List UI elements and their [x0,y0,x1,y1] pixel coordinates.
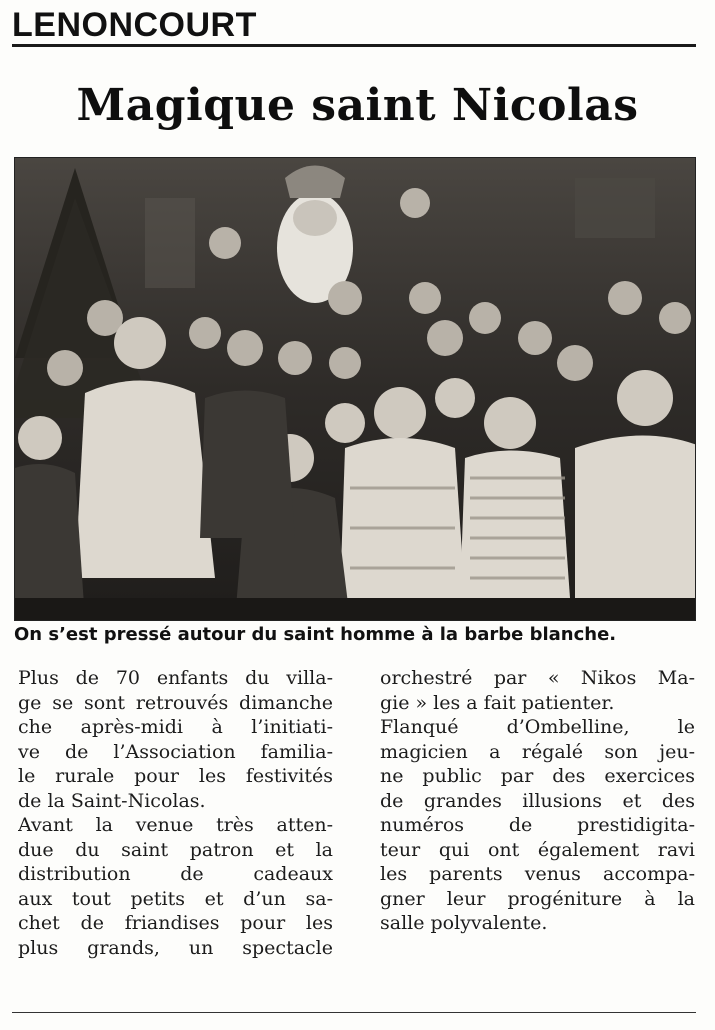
text-line: de grandes illusions et des [380,789,695,812]
text-line: ve de l’Association familia- [18,740,333,763]
article-column-right [380,666,695,936]
section-rule [12,44,696,47]
text-line: salle polyvalente. [380,912,548,934]
text-line: due du saint patron et la [18,838,333,861]
text-line: Flanqué d’Ombelline, le [380,716,695,738]
text-line: Avant la venue très atten- [18,814,333,836]
text-line: ge se sont retrouvés dimanche [18,691,333,714]
text-line: gner leur progéniture à la [380,887,695,910]
article-column-left [18,666,333,960]
text-line: teur qui ont également ravi [380,838,695,861]
photo-caption: On s’est pressé autour du saint homme à la barbe blanche. [14,624,617,645]
text-line: distribution de cadeaux [18,863,333,885]
text-line: de la Saint-Nicolas. [18,789,206,812]
article-headline: Magique saint Nicolas [76,80,639,131]
text-line: les parents venus accompa- [380,863,695,885]
text-line: aux tout petits et d’un sa- [18,887,333,910]
text-line: plus grands, un spectacle [18,936,333,959]
text-line: orchestré par « Nikos Ma- [380,667,695,689]
text-line: gie » les a fait patienter. [380,691,615,714]
article-photo [14,157,696,621]
text-line: numéros de prestidigita- [380,814,695,836]
text-line: chet de friandises pour les [18,912,333,934]
text-line: Plus de 70 enfants du villa- [18,667,333,689]
text-line: che après-midi à l’initiati- [18,716,333,738]
text-line: ne public par des exercices [380,765,695,787]
text-line: magicien a régalé son jeu- [380,740,695,763]
section-heading: LENONCOURT [12,6,257,44]
text-line: le rurale pour les festivités [18,765,333,787]
bottom-rule [12,1012,696,1013]
